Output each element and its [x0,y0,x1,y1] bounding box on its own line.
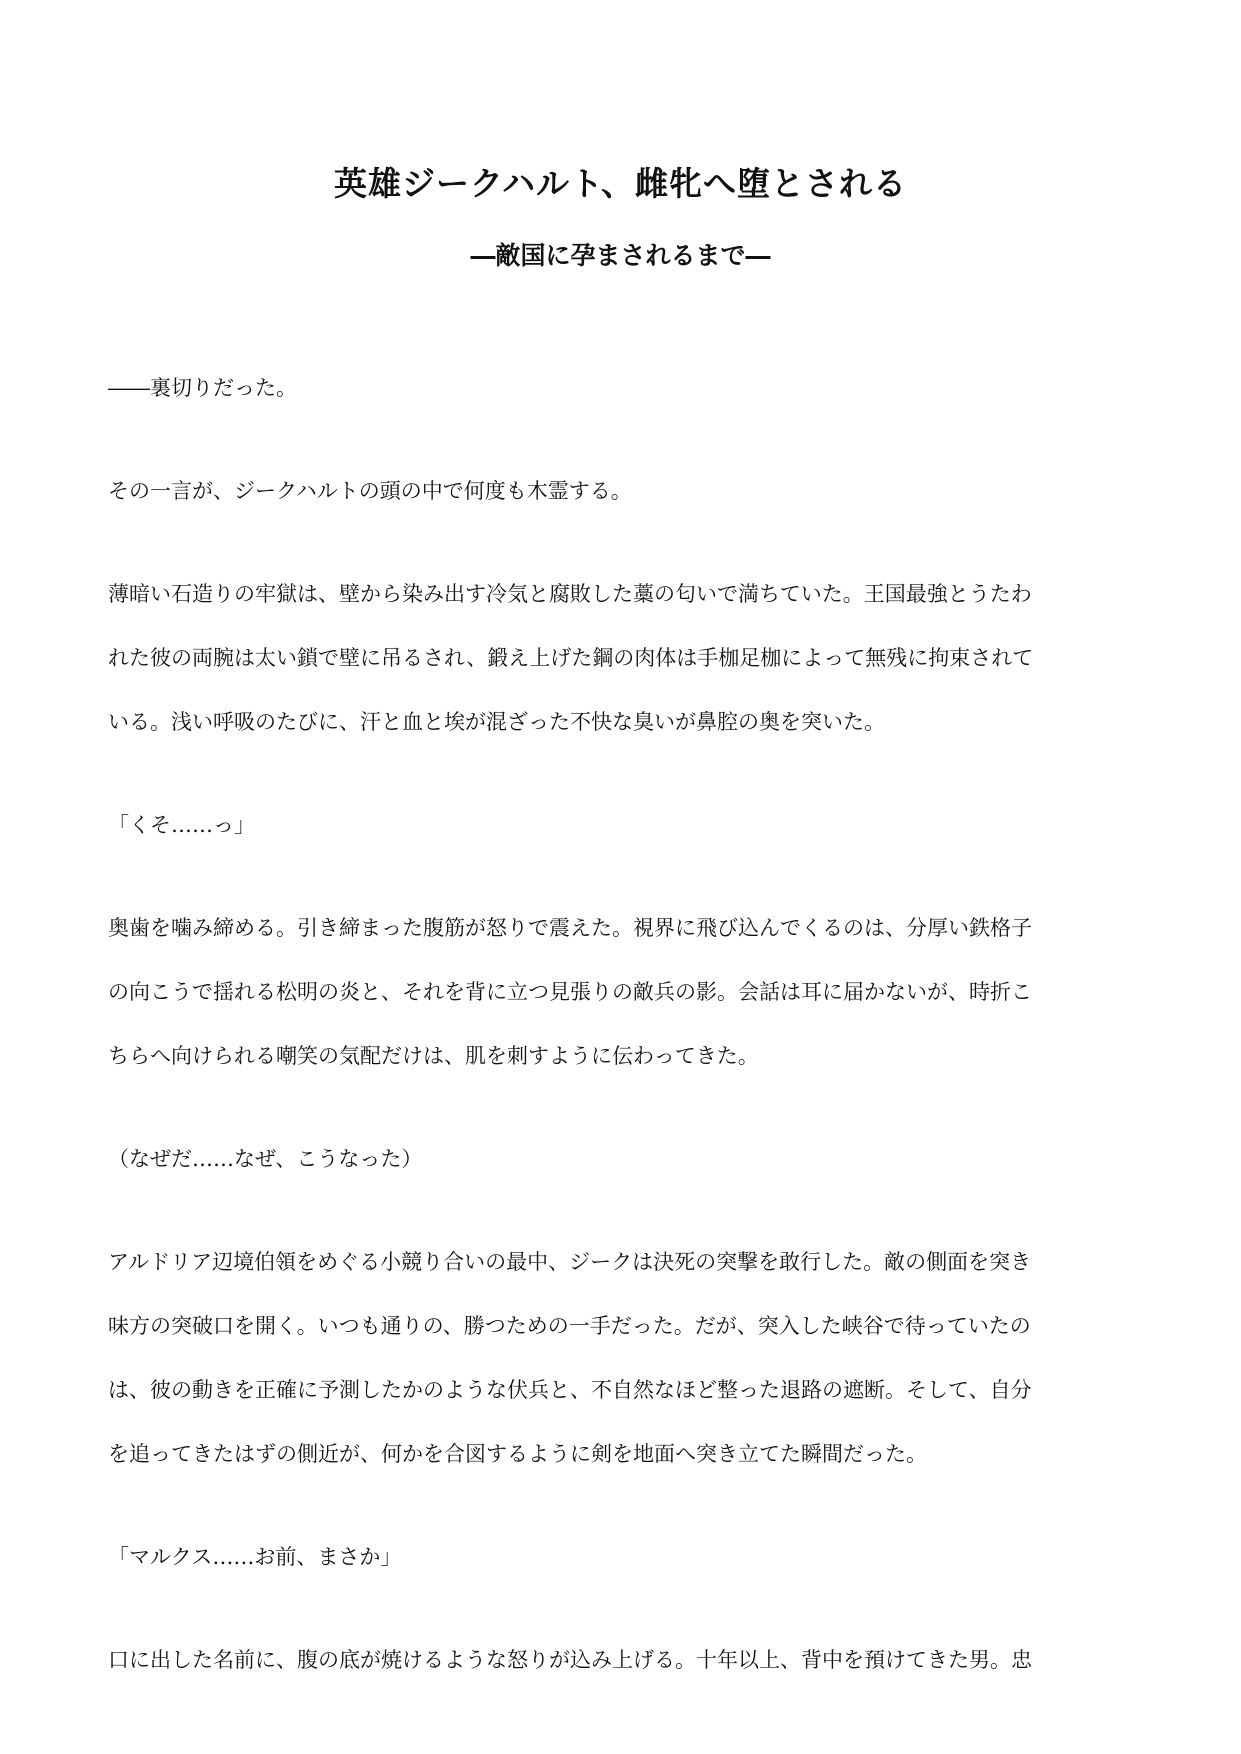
body-line: れた彼の両腕は太い鎖で壁に吊るされ、鍛え上げた鋼の肉体は手枷足枷によって無残に拘束されて [108,646,1034,670]
body-line: 「マルクス……お前、まさか」 [108,1545,402,1569]
body-line: ちらへ向けられる嘲笑の気配だけは、肌を刺すように伝わってきた。 [108,1044,759,1068]
body-line: （なぜだ……なぜ、こうなった） [108,1147,423,1171]
body-line: アルドリア辺境伯領をめぐる小競り合いの最中、ジークは決死の突撃を敢行した。敵の側面を突き [108,1250,1032,1274]
body-line: 「くそ……っ」 [108,813,255,837]
body-line: は、彼の動きを正確に予測したかのような伏兵と、不自然なほど整った退路の遮断。そして、自分 [108,1378,1032,1402]
body-line: の向こうで揺れる松明の炎と、それを背に立つ見張りの敵兵の影。会話は耳に届かないが、時折こ [108,980,1032,1004]
body-line: ――裏切りだった。 [108,376,297,400]
document-title: 英雄ジークハルト、雌牝へ堕とされる [333,164,908,203]
body-line: を追ってきたはずの側近が、何かを合図するように剣を地面へ突き立てた瞬間だった。 [108,1442,927,1466]
body-line: 奥歯を噛み締める。引き締まった腹筋が怒りで震えた。視界に飛び込んでくるのは、分厚い鉄格子 [108,916,1032,940]
body-line: いる。浅い呼吸のたびに、汗と血と埃が混ざった不快な臭いが鼻腔の奥を突いた。 [108,710,885,734]
body-line: 口に出した名前に、腹の底が焼けるような怒りが込み上げる。十年以上、背中を預けてきた男。忠 [108,1648,1032,1672]
body-line: 味方の突破口を開く。いつも通りの、勝つための一手だった。だが、突入した峡谷で待っていたの [108,1314,1031,1338]
body-line: その一言が、ジークハルトの頭の中で何度も木霊する。 [108,479,632,503]
document-subtitle: ―敵国に孕まされるまで― [470,241,771,270]
body-line: 薄暗い石造りの牢獄は、壁から染み出す冷気と腐敗した藁の匂いで満ちていた。王国最強とうたわ [108,582,1032,606]
